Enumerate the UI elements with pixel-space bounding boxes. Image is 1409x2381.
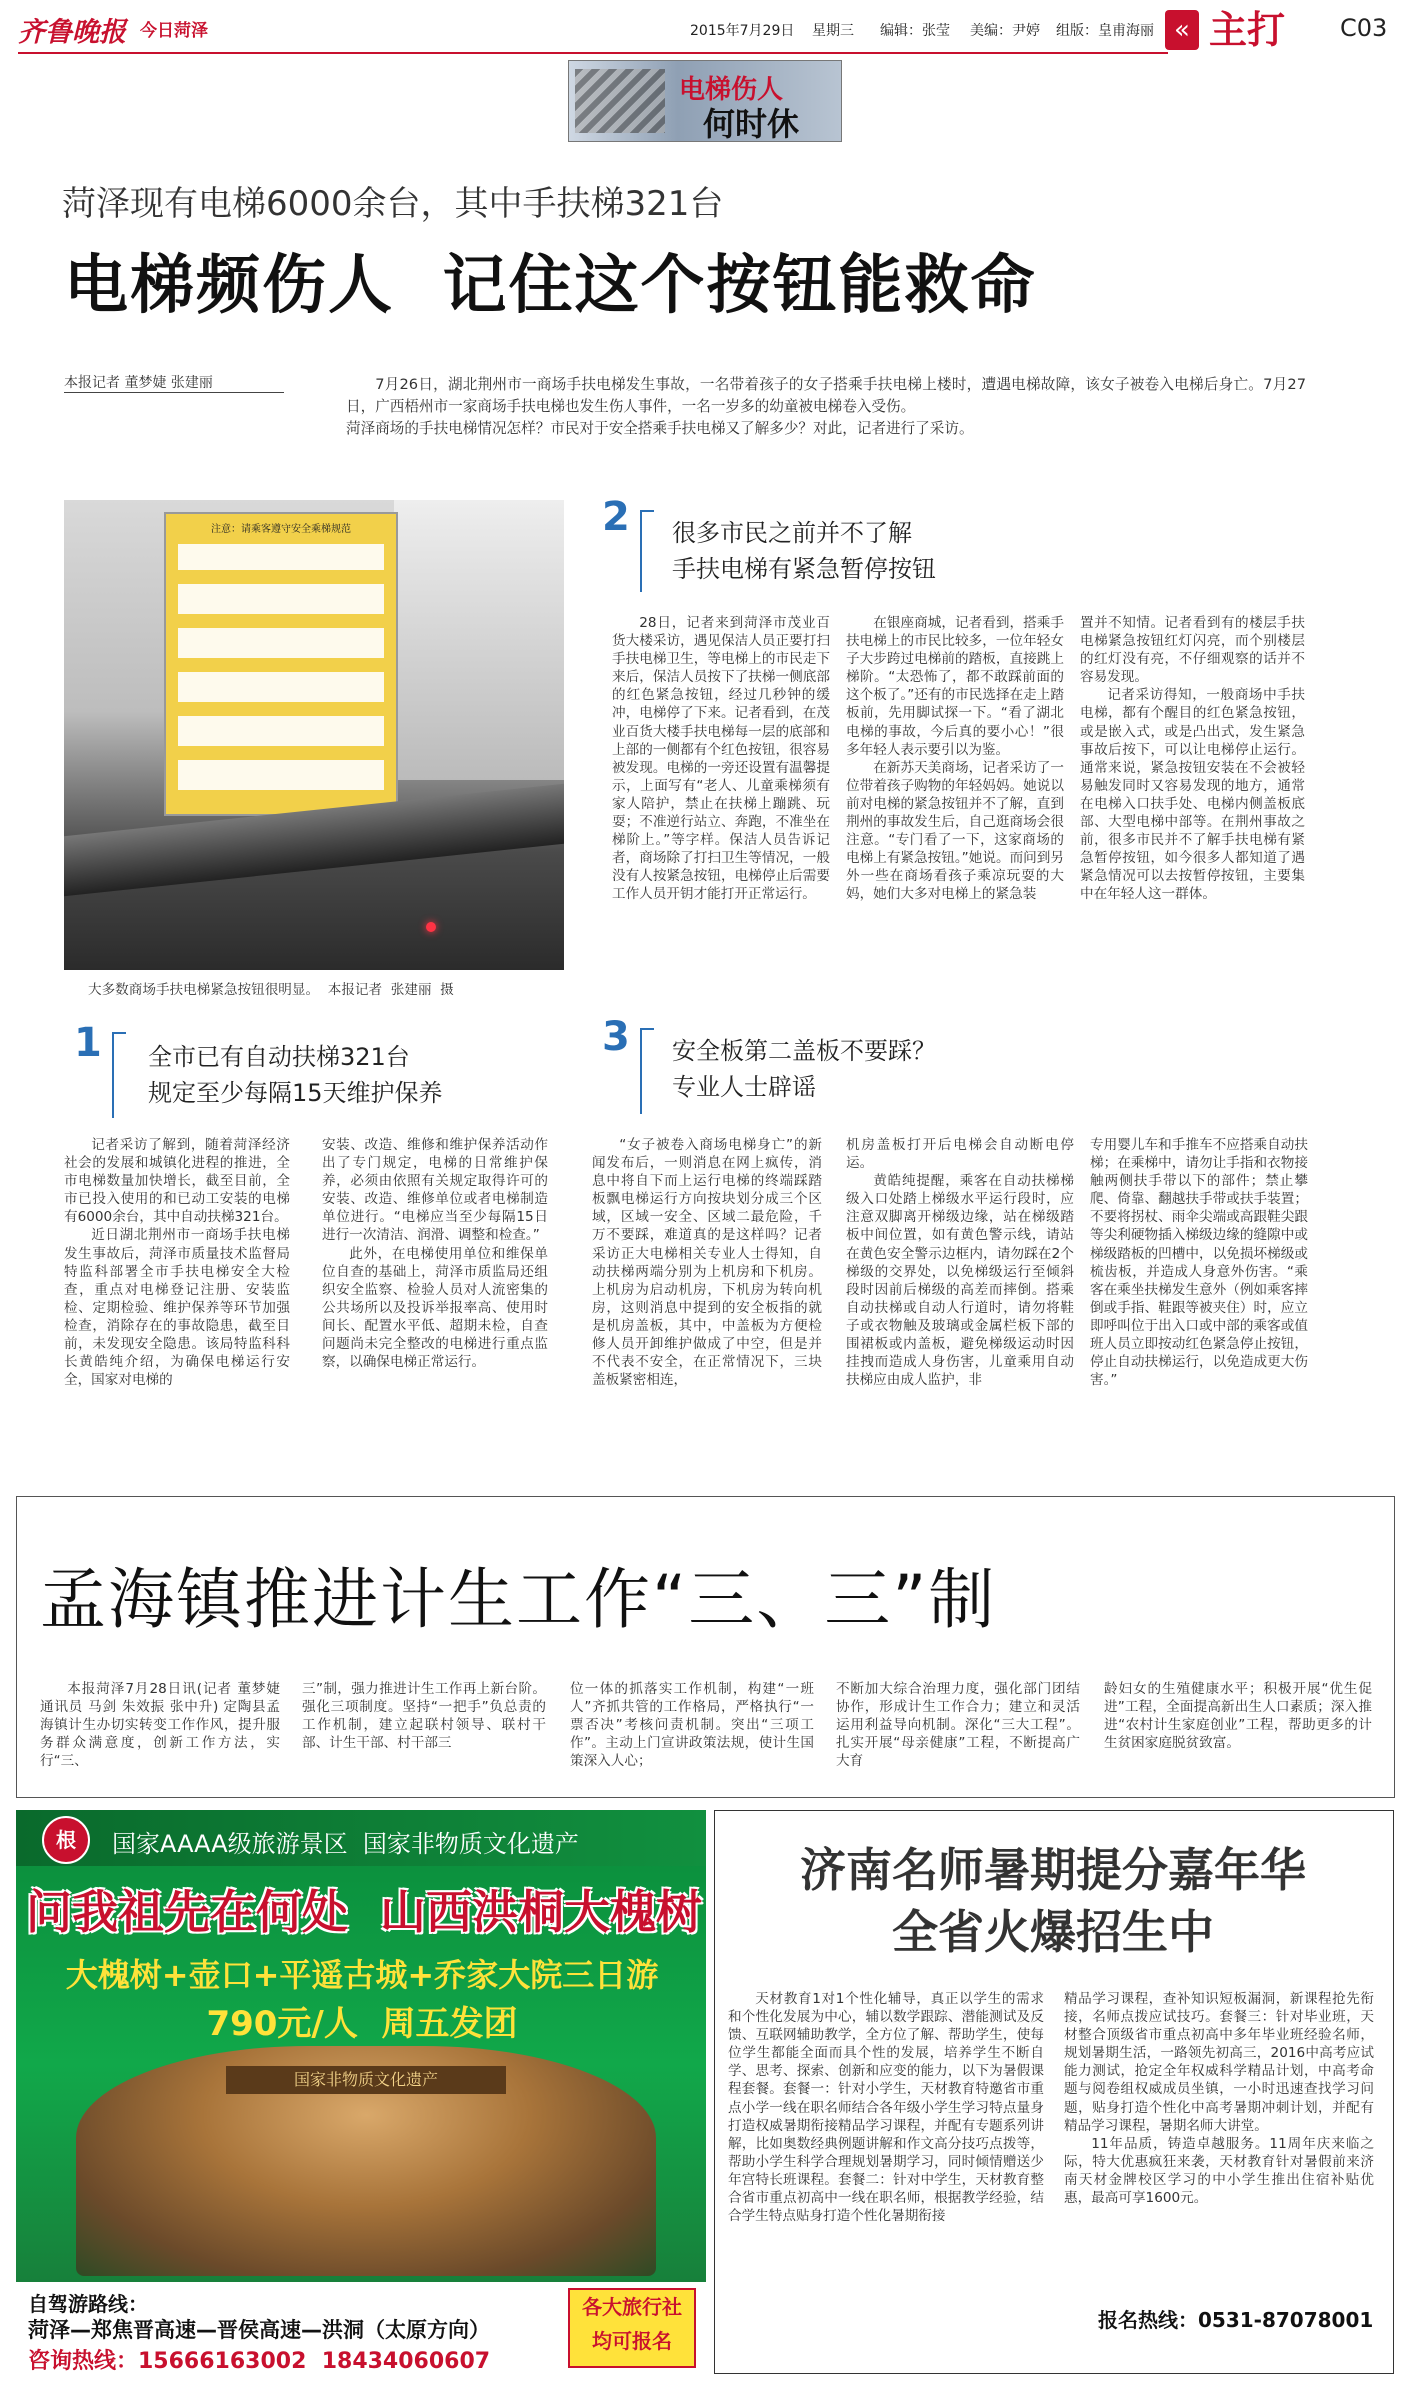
ad-route: 大槐树+壶口+平遥古城+乔家大院三日游 [65,1956,659,1994]
ad-logo-badge: 根 [42,1816,90,1864]
section1-col1-para1: 记者采访了解到，随着菏泽经济社会的发展和城镇化进程的推进，全市电梯数量加快增长，截至目前，全市已投入使用的和已动工安装的电梯有6000余台，其中自动扶梯321台。 [64,1137,290,1226]
article1-byline: 本报记者 董梦婕 张建丽 [64,375,213,391]
ad-tree-image [76,2046,656,2276]
safety-sign [164,512,398,816]
edu-ad-col1 [728,1990,1044,2360]
section1-col1 [64,1136,290,1466]
emergency-stop-light [426,922,436,932]
section-marker [1165,8,1325,58]
series-banner [568,60,842,142]
article2-col3 [570,1680,814,1790]
section1-col2-para2: 此外，在电梯使用单位和维保单位自查的基础上，菏泽市质监局还组织安全监察、检验人员对人流密集的公共场所以及投诉举报率高、使用时间长、配置水平低、超期未检，自查问题尚未完全整改的电梯进行重点监察，以确保电梯正常运行。 [322,1245,548,1371]
section2-col2 [846,614,1064,994]
lead-paragraph-1: 7月26日，湖北荆州市一商场手扶电梯发生事故，一名带着孩子的女子搭乘手扶电梯上楼时，遭遇电梯故障，该女子被卷入电梯后身亡。7月27日，广西梧州市一家商场手扶电梯也发生伤人事件，一名一岁多的幼童被电梯卷入受伤。 [346,376,1306,415]
ad-hotline: 咨询热线：15666163002 18434060607 [28,2349,491,2374]
section2-heading-2: 手扶电梯有紧急暂停按钮 [672,555,936,583]
paper-name: 齐鲁晚报 [18,17,126,48]
banner-line2: 何时休 [703,105,800,143]
section3-col1-text: “女子被卷入商场电梯身亡”的新闻发布后，一则消息在网上疯传，消息中将自下而上运行电梯的终端踩踏板飘电梯运行方向按块划分成三个区域，区域一安全、区域二最危险，千万不要踩，难道真的是这样吗？记者采访正大电梯相关专业人士得知，自动扶梯两端分别为上机房和下机房。上机房为启动机房，下机房为转向机房，这则消息中提到的安全板指的就是机房盖板，其中，中盖板为方便检修人员开卸维护做成了中空，但是并不代表不安全，在正常情况下，三块盖板紧密相连， [592,1137,822,1389]
article1-kicker: 菏泽现有电梯6000余台，其中手扶梯321台 [62,184,724,224]
edu-ad-col2-para2: 11年品质，铸造卓越服务。11周年庆来临之际，特大优惠疯狂来袭，天材教育针对暑假前来济南天材金牌校区学习的中小学生推出住宿补贴优惠，最高可享1600元。 [1064,2135,1374,2207]
section3-col2-para2: 黄皓纯提醒，乘客在自动扶梯梯级入口处踏上梯级水平运行段时，应注意双脚离开梯级边缘，站在梯级踏板中间位置，如有黄色警示线，请站在黄色安全警示边框内，请勿踩在2个梯级的交界处，以免梯级运行至倾斜段时因前后梯级的高差而摔倒。搭乘自动扶梯或自动人行道时，请勿将鞋子或衣物触及玻璃或金属栏板下部的围裙板或内盖板，避免梯级运动时因挂拽而造成人身伤害，儿童乘用自动扶梯应由成人监护，非 [846,1173,1074,1389]
section3-col3 [1090,1136,1308,1466]
editor-credit: 编辑：张莹 [880,23,950,39]
article2-col2 [302,1680,546,1790]
issue-weekday: 星期三 [812,23,854,39]
edu-ad-title-1: 济南名师暑期提分嘉年华 [800,1843,1306,1897]
ad-drive-label: 自驾游路线： [28,2292,148,2316]
byline-rule [64,392,284,393]
article2-col4-text: 不断加大综合治理力度，强化部门团结协作，形成计生工作合力；建立和灵活运用利益导向机制。深化“三大工程”。扎实开展“母亲健康”工程，不断提高广大育 [836,1681,1080,1770]
section2-col3-para2: 记者采访得知，一般商场中手扶电梯，都有个醒目的红色紧急按钮，或是嵌入式，或是凸出式，发生紧急事故后按下，可以让电梯停止运行。通常来说，紧急按钮安装在不会被轻易触发同时又容易发现的地方，通常在电梯入口扶手处、电梯内侧盖板底部、大型电梯中部等。在荆州事故之前，很多市民并不了解手扶电梯有紧急暂停按钮，如今很多人都知道了遇紧急情况可以去按暂停按钮，主要集中在年轻人这一群体。 [1080,687,1305,903]
banner-line1: 电梯伤人 [679,75,784,105]
ad-drive-route: 菏泽—郑焦晋高速—晋侯高速—洪洞（太原方向） [28,2318,490,2342]
tourism-ad [16,1810,706,2375]
article2-col1-text: 本报菏泽7月28日讯(记者 董梦婕 通讯员 马剑 朱效振 张中升) 定陶县孟海镇计生办切实转变工作作风，提升服务群众满意度，创新工作方法，实行“三、 [40,1681,280,1770]
section2-col3-para1: 置并不知情。记者看到有的楼层手扶电梯紧急按钮红灯闪亮，而个别楼层的红灯没有亮，不仔细观察的话并不容易发现。 [1080,615,1305,686]
section1-number: 1 [74,1020,102,1066]
safety-sign-title: 注意：请乘客遵守安全乘梯规范 [211,524,351,535]
article2-col5 [1104,1680,1372,1790]
section1-heading-2: 规定至少每隔15天维护保养 [148,1079,443,1107]
section2-col2-para1: 在银座商城，记者看到，搭乘手扶电梯上的市民比较多，一位年轻女子大步跨过电梯前的踏板，直接跳上梯阶。“太恐怖了，都不敢踩前面的这个板了。”还有的市民选择在走上踏板前，先用脚试探一下。“看了湖北电梯的事故，今后真的要小心！”很多年轻人表示要引以为鉴。 [846,615,1064,758]
section2-col2-para2: 在新苏天美商场，记者采访了一位带着孩子购物的年轻妈妈。她说以前对电梯的紧急按钮并不了解，直到荆州的事故发生后，自己逛商场会很注意。“专门看了一下，这家商场的电梯上有紧急按钮。”她说。而问到另外一些在商场看孩子乘凉玩耍的大妈，她们大多对电梯上的紧急装 [846,759,1064,903]
issue-date: 2015年7月29日 [690,23,795,39]
escalator-graphic [575,69,665,133]
section2-bracket [640,510,654,592]
masthead-rule [18,52,1168,54]
ad-agency-box: 各大旅行社 均可报名 [568,2288,696,2368]
section3-heading-1: 安全板第二盖板不要踩？ [672,1037,936,1065]
layout-credit: 组版：皇甫海丽 [1056,23,1154,39]
ad-price: 790元/人 周五发团 [206,2004,518,2044]
lead-paragraph-2: 菏泽商场的手扶电梯情况怎样？市民对于安全搭乘手扶电梯又了解多少？对此，记者进行了采访。 [346,420,974,437]
ad-gate-sign: 国家非物质文化遗产 [226,2066,506,2094]
section2-number: 2 [602,494,630,540]
section1-col2 [322,1136,548,1466]
edu-ad-col2 [1064,1990,1374,2290]
article2-col1 [40,1680,280,1790]
edu-ad-hotline: 报名热线：0531-87078001 [1098,2308,1374,2332]
section2-heading-1: 很多市民之前并不了解 [672,519,912,547]
ad-headline: 问我祖先在何处 山西洪桐大槐树 [26,1885,703,1939]
section2-col1 [612,614,830,994]
art-editor-credit: 美编：尹婷 [970,23,1040,39]
page-number: C03 [1340,14,1388,42]
section1-heading-1: 全市已有自动扶梯321台 [148,1043,410,1071]
section-name: 主打 [1209,8,1286,52]
article2-col3-text: 位一体的抓落实工作机制，构建“一班人”齐抓共管的工作格局，严格执行“一票否决”考核问责机制。突出“三项工作”。主动上门宣讲政策法规，使计生国策深入人心； [570,1681,814,1770]
photo-caption: 大多数商场手扶电梯紧急按钮很明显。 本报记者 张建丽 摄 [88,982,454,998]
edu-ad-col2-text: 精品学习课程，查补知识短板漏洞，新课程抢先衔接，名师点拨应试技巧。套餐三：针对毕业班，天材整合顶级省市重点初高中多年毕业班经验名师，规划暑期生活，一路领先初高三，2016中高考应试能力测试，抢定全年权威科学精品计划，中高考命题与阅卷组权威成员坐镇，一小时迅速查找学习问题，贴身打造个性化中高考暑期冲刺计划，并配有精品学习课程，暑期名师大讲堂。 [1064,1991,1374,2134]
escalator-photo [64,500,564,970]
article2-col2-text: 三”制，强力推进计生工作再上新台阶。强化三项制度。坚持“一把手”负总责的工作机制，建立起联村领导、联村干部、计生干部、村干部三 [302,1681,546,1752]
section3-col3-text: 专用婴儿车和手推车不应搭乘自动扶梯；在乘梯中，请勿让手指和衣物接触两侧扶手带以下的部件；禁止攀爬、倚靠、翻越扶手带或扶手装置；不要将拐杖、雨伞尖端或高跟鞋尖跟等尖利硬物插入梯级边缘的缝隙中或梯级踏板的凹槽中，以免损坏梯级或梳齿板，并造成人身意外伤害。“乘客在乘坐扶梯发生意外（例如乘客摔倒或手指、鞋跟等被夹住）时，应立即呼叫位于出入口或中部的乘客或值班人员立即按动红色紧急停止按钮，停止自动扶梯运行，以免造成更大伤害。” [1090,1137,1308,1389]
section3-number: 3 [602,1014,630,1060]
section2-col1-text: 28日，记者来到菏泽市茂业百货大楼采访，遇见保洁人员正要打扫手扶电梯卫生，等电梯上的市民走下来后，保洁人员按下了扶梯一侧底部的红色紧急按钮，经过几秒钟的缓冲，电梯停了下来。记者看到，在茂业百货大楼手扶电梯每一层的底部和上部的一侧都有个红色按钮，很容易被发现。电梯的一旁还设置有温馨提示，上面写有“老人、儿童乘梯须有家人陪护，禁止在扶梯上蹦跳、玩耍；不准逆行站立、奔跑，不准坐在梯阶上。”等字样。保洁人员告诉记者，商场除了打扫卫生等情况，一般没有人按紧急按钮，电梯停止后需要工作人员开钥才能打开正常运行。 [612,615,830,903]
section-arrow-icon: « [1165,10,1199,50]
article2-col4 [836,1680,1080,1790]
section3-col2 [846,1136,1074,1466]
section3-heading-2: 专业人士辟谣 [672,1073,816,1101]
article2-col5-text: 龄妇女的生殖健康水平；积极开展“优生促进”工程，全面提高新出生人口素质；深入推进“农村计生家庭创业”工程，帮助更多的计生贫困家庭脱贫致富。 [1104,1681,1372,1752]
section1-col1-para2: 近日湖北荆州市一商场手扶电梯发生事故后，菏泽市质量技术监督局特监科部署全市手扶电梯安全大检查，重点对电梯登记注册、安装监检、定期检验、维护保养等环节加强检查，消除存在的事故隐患，截至目前，未发现安全隐患。该局特监科科长黄皓纯介绍，为确保电梯运行安全，国家对电梯的 [64,1227,290,1389]
section2-col3 [1080,614,1305,994]
section1-bracket [112,1032,126,1118]
article2-headline: 孟海镇推进计生工作“三、三”制 [40,1561,997,1638]
section1-col2-para1: 安装、改造、维修和维护保养活动作出了专门规定，电梯的日常维护保养，必须由依照有关规定取得许可的安装、改造、维修单位或者电梯制造单位进行。“电梯应当至少每隔15日进行一次清洁、润滑、调整和检查。” [322,1137,548,1244]
article1-headline: 电梯频伤人 记住这个按钮能救命 [64,249,1037,323]
section3-bracket [640,1028,654,1114]
edition-name: 今日菏泽 [140,21,208,41]
sign-pictograms [178,544,384,804]
section3-col2-para1: 机房盖板打开后电梯会自动断电停运。 [846,1137,1074,1172]
edu-ad-col1-text: 天材教育1对1个性化辅导，真正以学生的需求和个性化发展为中心，辅以数学跟踪、潜能测试及反馈、互联网辅助教学，全方位了解、帮助学生，使每位学生都能全面而具个性的发展，培养学生不断自学、思考、探索、创新和应变的能力，以下为暑假课程套餐。套餐一：针对小学生，天材教育特邀省市重点小学一线在职名师结合各年级小学生学习特点量身打造权威暑期衔接精品学习课程，并配有专题系列讲解，比如奥数经典例题讲解和作文高分技巧点拨等，帮助小学生科学合理规划暑期学习，同时倾情赠送少年宫特长班课程。套餐二：针对中学生，天材教育整合省市重点初高中一线在职名师，根据教学经验，结合学生特点贴身打造个性化暑期衔接 [728,1991,1044,2225]
section3-col1 [592,1136,822,1466]
edu-ad-title-2: 全省火爆招生中 [892,1905,1214,1959]
mall-background [394,500,564,780]
ad-top-text: 国家AAAA级旅游景区 国家非物质文化遗产 [112,1830,579,1858]
article1-lead [346,374,1306,456]
